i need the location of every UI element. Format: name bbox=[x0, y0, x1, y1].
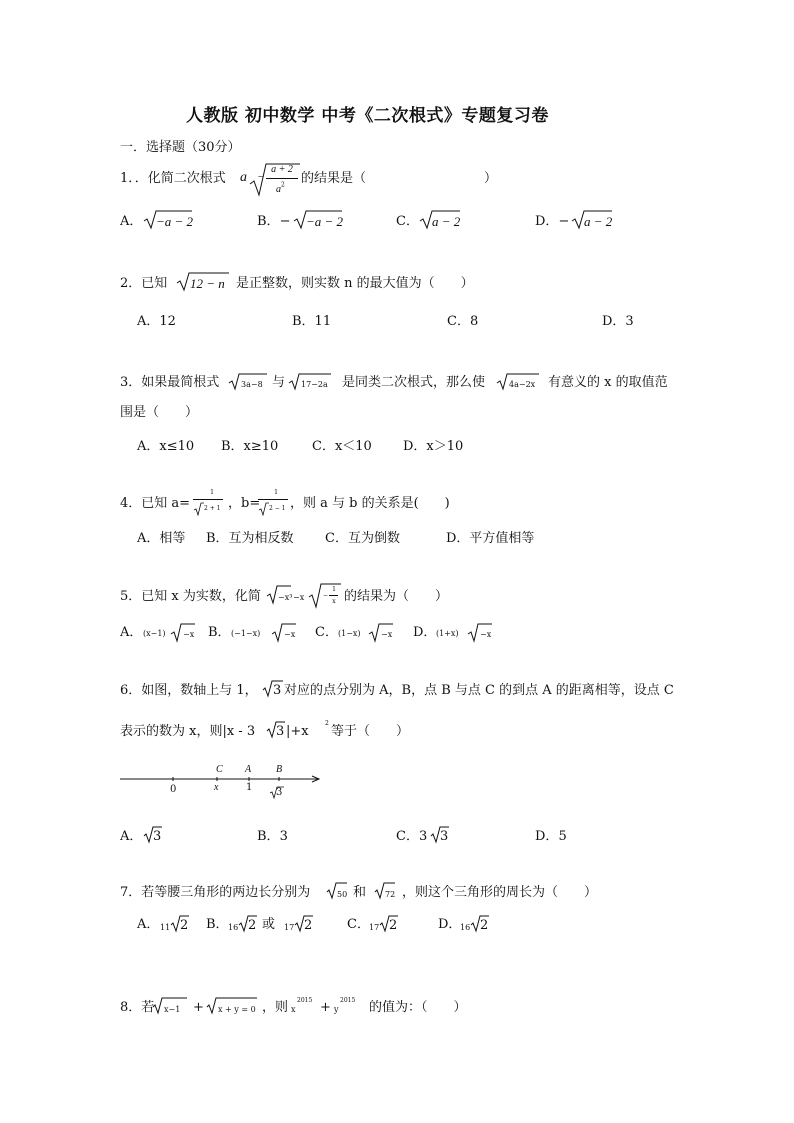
q7-a-coef: 11 bbox=[160, 923, 171, 932]
q8-mid: ，则 bbox=[262, 1000, 289, 1015]
q3-suffix: 有意义的 x 的取值范 bbox=[548, 375, 668, 390]
q1-close: ） bbox=[484, 171, 498, 186]
q8-exp2: 2015 bbox=[340, 997, 356, 1004]
q3-radicand-2: 17−2a bbox=[301, 380, 328, 389]
q4-suffix: ，则 a 与 b 的关系是( ) bbox=[290, 496, 450, 511]
q1-b-radicand: −a − 2 bbox=[306, 214, 344, 229]
q5-radicand-1: −x³ bbox=[278, 593, 293, 602]
q1-option-b: B．− bbox=[257, 214, 291, 229]
q5-option-c: C． bbox=[315, 625, 338, 640]
q5-a-factor: (x−1) bbox=[143, 629, 166, 638]
q6-line1a: 6．如图，数轴上与 1， bbox=[120, 683, 258, 698]
q6-c-radicand: 3 bbox=[440, 829, 449, 844]
q4-option-d: D．平方值相等 bbox=[446, 531, 535, 546]
axis-label-sqrt3: 3 bbox=[276, 787, 283, 798]
q2-option-d: D．3 bbox=[602, 314, 634, 329]
q5-c-factor: (1−x) bbox=[338, 629, 361, 638]
q1-a-radicand: −a − 2 bbox=[156, 214, 194, 229]
q4-option-b: B．互为相反数 bbox=[206, 531, 294, 546]
q3-option-d: D．x＞10 bbox=[403, 439, 464, 454]
q1-option-d: D．− bbox=[535, 214, 570, 229]
q7-b-radicand-2: 2 bbox=[304, 918, 313, 933]
q7-c-radicand: 2 bbox=[389, 918, 398, 933]
q5-option-b: B． bbox=[208, 625, 231, 640]
q7-suffix: ，则这个三角形的周长为（ ） bbox=[402, 885, 598, 900]
q7-option-a: A． bbox=[137, 917, 160, 932]
q1-d-radicand: a − 2 bbox=[584, 214, 613, 229]
q3-mid: 与 bbox=[272, 375, 286, 390]
q5-option-d: D． bbox=[413, 625, 437, 640]
q3-line2: 围是（ ） bbox=[120, 405, 199, 420]
q5-b-factor: (−1−x) bbox=[231, 629, 261, 638]
q3-radicand-3: 4a−2x bbox=[509, 380, 536, 389]
q5-mid: −x bbox=[293, 593, 305, 602]
q7-option-d: D． bbox=[438, 917, 462, 932]
q1-option-c: C． bbox=[396, 214, 419, 229]
q2-option-b: B．11 bbox=[292, 314, 332, 329]
q4-b-bar bbox=[258, 499, 288, 500]
axis-label-x: x bbox=[214, 782, 219, 793]
q7-b-radicand: 2 bbox=[248, 918, 257, 933]
q8-radicand-1: x−1 bbox=[164, 1005, 181, 1014]
q6-option-a: A． bbox=[120, 829, 143, 844]
q6-option-d: D．5 bbox=[535, 829, 567, 844]
q6-line2a: 表示的数为 x，则|x - 3 bbox=[120, 724, 256, 739]
q3-option-c: C．x＜10 bbox=[312, 439, 372, 454]
q4-prefix: 4．已知 a= bbox=[120, 496, 191, 511]
q6-option-b: B．3 bbox=[257, 829, 288, 844]
q5-r2-bar bbox=[329, 595, 338, 596]
q5-d-factor: (1+x) bbox=[436, 629, 459, 638]
point-label-C: C bbox=[216, 764, 223, 775]
q8-x: x bbox=[291, 1005, 296, 1014]
q2-option-c: C．8 bbox=[447, 314, 479, 329]
q2-radicand: 12 − n bbox=[190, 276, 225, 291]
q5-r2-numerator: 1 bbox=[332, 586, 336, 593]
q5-a-radicand: −x bbox=[183, 630, 195, 639]
q8-prefix: 8．若 bbox=[120, 1000, 155, 1015]
q3-radicand-1: 3a−8 bbox=[241, 380, 263, 389]
q5-option-a: A． bbox=[120, 625, 143, 640]
q5-r2-denominator: x bbox=[332, 598, 336, 605]
q4-a-bar bbox=[193, 499, 223, 500]
q6-line2b: |+x bbox=[286, 724, 309, 739]
q7-d-coef: 16 bbox=[460, 923, 471, 932]
axis-label-one: 1 bbox=[246, 782, 253, 793]
q8-exp1: 2015 bbox=[297, 997, 313, 1004]
q4-b-denominator: 2 − 1 bbox=[269, 505, 286, 512]
q3-option-b: B．x≥10 bbox=[221, 439, 279, 454]
section-heading: 一．选择题（30分） bbox=[120, 140, 241, 155]
q1-fraction-bar bbox=[266, 178, 298, 179]
q2-prefix: 2．已知 bbox=[120, 276, 168, 291]
point-label-A: A bbox=[245, 764, 252, 775]
q7-d-radicand: 2 bbox=[480, 918, 489, 933]
q6-a-radicand: 3 bbox=[153, 829, 162, 844]
q6-line2-exp: 2 bbox=[325, 720, 329, 727]
q3-text2: 是同类二次根式，那么使 bbox=[342, 375, 486, 390]
axis-label-zero: 0 bbox=[170, 784, 177, 795]
q6-line2c: 等于（ ） bbox=[331, 724, 410, 739]
q4-b-numerator: 1 bbox=[274, 489, 278, 496]
q7-a-radicand: 2 bbox=[180, 918, 189, 933]
q1-coef: a bbox=[240, 170, 247, 185]
point-label-B: B bbox=[276, 764, 283, 775]
q1-prefix: 1．．化简二次根式 bbox=[120, 171, 226, 186]
q5-c-radicand: −x bbox=[381, 630, 393, 639]
q4-option-a: A．相等 bbox=[137, 531, 186, 546]
q7-mid: 和 bbox=[353, 885, 367, 900]
q5-d-radicand: −x bbox=[480, 630, 492, 639]
q7-c-coef: 17 bbox=[369, 923, 380, 932]
q3-prefix: 3．如果最简根式 bbox=[120, 375, 220, 390]
q3-option-a: A．x≤10 bbox=[137, 439, 195, 454]
q8-plus2: + bbox=[320, 1000, 331, 1015]
q4-a-denominator: 2 + 1 bbox=[204, 505, 221, 512]
q6-line2-radicand: 3 bbox=[276, 724, 285, 739]
q1-option-a: A． bbox=[120, 214, 143, 229]
q1-c-radicand: a − 2 bbox=[432, 214, 461, 229]
q7-radicand-1: 50 bbox=[337, 890, 348, 899]
q1-numerator: a + 2 bbox=[271, 164, 293, 175]
q5-b-radicand: −x bbox=[284, 630, 296, 639]
q4-mid: ，b= bbox=[228, 496, 261, 511]
q1-denominator: a bbox=[276, 184, 281, 195]
q7-prefix: 7．若等腰三角形的两边长分别为 bbox=[120, 885, 311, 900]
q8-plus: + bbox=[193, 1000, 204, 1015]
q7-b-coef2: 17 bbox=[284, 923, 295, 932]
q2-option-a: A．12 bbox=[137, 314, 176, 329]
q4-option-c: C．互为倒数 bbox=[325, 531, 400, 546]
q8-suffix: 的值为：（ ） bbox=[369, 1000, 467, 1015]
q6-line1b: 对应的点分别为 A，B，点 B 与点 C 的到点 A 的距离相等，设点 C bbox=[284, 683, 674, 698]
q7-radicand-2: 72 bbox=[385, 890, 396, 899]
q6-option-c: C．3 bbox=[396, 829, 428, 844]
q7-b-coef: 16 bbox=[228, 923, 239, 932]
q7-option-c: C． bbox=[347, 917, 370, 932]
q5-prefix: 5．已知 x 为实数，化简 bbox=[120, 589, 261, 604]
q5-suffix: 的结果为（ ） bbox=[344, 589, 449, 604]
q8-radicand-2: x + y = 0 bbox=[218, 1005, 256, 1014]
q6-sqrt3-radicand: 3 bbox=[273, 683, 282, 698]
q8-y: y bbox=[334, 1005, 339, 1014]
q7-b-or: 或 bbox=[262, 917, 276, 932]
q1-den-exp: 2 bbox=[281, 181, 285, 189]
page-title: 人教版 初中数学 中考《二次根式》专题复习卷 bbox=[186, 106, 549, 126]
q4-a-numerator: 1 bbox=[210, 489, 214, 496]
number-line-figure bbox=[120, 760, 330, 802]
q7-option-b: B． bbox=[206, 917, 229, 932]
q2-suffix: 是正整数，则实数 n 的最大值为（ ） bbox=[236, 276, 474, 291]
q1-suffix: 的结果是（ bbox=[301, 171, 367, 186]
